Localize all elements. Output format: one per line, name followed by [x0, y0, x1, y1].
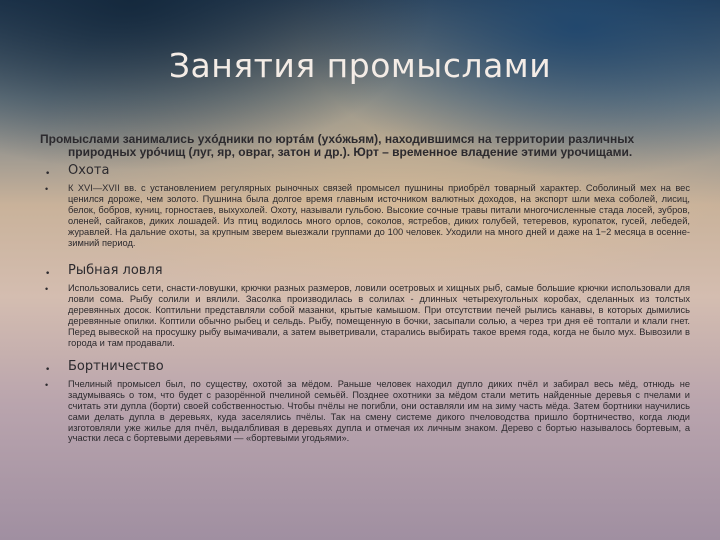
section-text-fishing [40, 283, 690, 348]
bullet-icon: • [45, 184, 49, 194]
slide-title: Занятия промыслами [168, 46, 552, 85]
body-text: Пчелиный промысел был, по существу, охотой за мёдом. Раньше человек находил дупло диких пчёл и забирал весь мёд, отнюдь не задумываясь о том, что будет с разорённой пчелиной семьёй. Позднее охотники за мёдом стали метить найденные деревья с пчелами и считать эти дупла (борти) своей собственностью. Чтобы пчёлы не погибли, они оставляли им на зиму часть мёда. Затем бортники научились сами делать дупла в деревьях, куда заселялись пчёлы. Так на смену системе дикого пчеловодства пришло бортничество, когда люди изготовляли уже жилье для пчёл, выдалбливая в деревьях дупла и отмечая их личным знаком. Дерево с бортью называлось бортевым, а участки леса с бортевыми деревьями — «бортевыми угодьями». [68, 378, 690, 444]
bullet-icon: • [45, 269, 51, 280]
section-text-beekeeping [40, 379, 690, 444]
section-text-hunting [40, 183, 690, 248]
section-heading-hunting [40, 163, 690, 179]
section-heading-beekeeping [40, 359, 690, 375]
bullet-icon: • [45, 169, 51, 179]
bullet-icon: • [45, 364, 51, 375]
intro-paragraph: Промыслами занимались ухóдники по юртáм (ухóжьям), находившимся на территории различных природных урóчищ (луг, яр, овраг, затон и др.). Юрт – временное владение этими урочищами. [40, 132, 635, 159]
heading-text: Охота [68, 163, 110, 178]
slide-content [40, 133, 690, 444]
bullet-icon: • [45, 284, 49, 295]
bullet-icon: • [45, 379, 49, 390]
body-text: К XVI—XVII вв. с установлением регулярных рыночных связей промысел пушнины приобрёл товарный характер. Соболиный мех на вес ценился дороже, чем золото. Пушнина была долгое время главным источником валютных доходов, на экспорт шли меха соболей, лисиц, белок, бобров, куниц, горностаев, выхухолей. Охоту, называли гульбою. Высокие сочные травы питали многочисленные стада лосей, зубров, оленей, сайгаков, диких лошадей. Из птиц водилось много орлов, соколов, ястребов, диких голубей, тетеревов, куропаток, гусей, лебедей, журавлей. На дальние охоты, за крупным зверем выезжали группами до 100 человек. Уходили на много дней и даже на 1−2 месяца в осенне-зимний период. [68, 183, 690, 248]
heading-text: Рыбная ловля [68, 263, 163, 279]
heading-text: Бортничество [68, 358, 164, 374]
section-heading-fishing [40, 263, 690, 279]
body-text: Использовались сети, снасти-ловушки, крючки разных размеров, ловили осетровых и хищных рыб, самые большие крючки использовали для ловли сома. Рыбу солили и вялили. Засолка производилась в солилах - длинных четырехугольных коробах, сделанных из толстых деревянных досок. Коптильни представляли собой мазанки, крытые камышом. При отсутствии печей рылись канавы, в которых дымились деревянные опилки. Коптили обычно рыбец и сельдь. Рыбу, помещенную в бочки, засыпали солью, а через три дня её топтали и клали гнет. Перед вывеской на просушку рыбу вымачивали, а затем выветривали, старались выбирать такое время года, когда не было мух. Вывозили в города и там продавали. [68, 283, 690, 348]
